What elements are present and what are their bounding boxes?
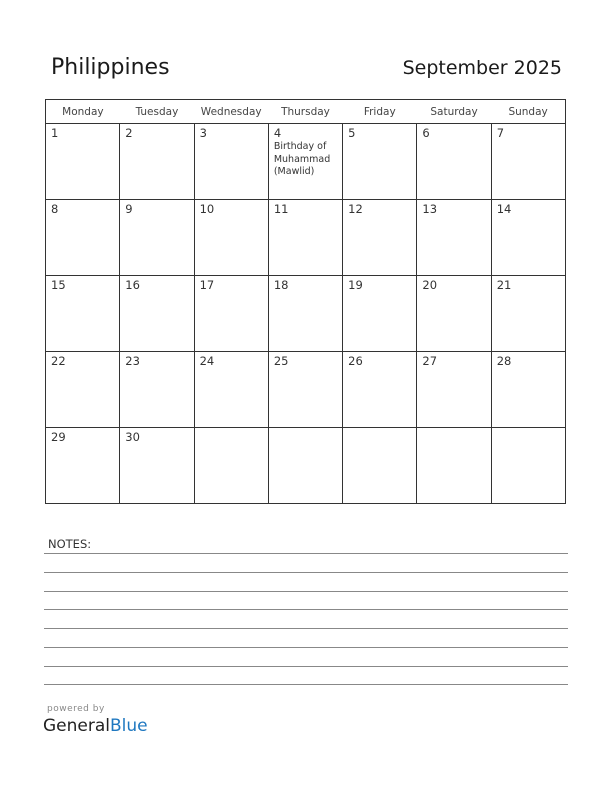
day-cell xyxy=(268,124,342,200)
day-cell xyxy=(343,200,417,276)
day-cell xyxy=(120,124,194,200)
day-number: 8 xyxy=(51,202,59,216)
day-number: 20 xyxy=(422,278,438,292)
day-cell xyxy=(46,200,120,276)
week-row xyxy=(46,124,566,200)
day-number: 22 xyxy=(51,354,66,368)
generalblue-logo[interactable] xyxy=(43,716,148,736)
day-number: 4 xyxy=(273,126,282,140)
day-cell xyxy=(120,200,194,276)
day-number: 13 xyxy=(422,202,438,216)
day-number: 19 xyxy=(348,278,363,292)
day-number: 24 xyxy=(199,354,215,368)
note-line xyxy=(44,684,568,685)
day-cell xyxy=(417,200,491,276)
note-line xyxy=(44,591,568,592)
day-cell xyxy=(343,352,417,428)
country-title: Philippines xyxy=(51,55,170,80)
day-number: 29 xyxy=(51,430,66,444)
day-number: 12 xyxy=(348,202,363,216)
day-number: 11 xyxy=(273,202,289,216)
weekday-monday: Monday xyxy=(46,100,120,124)
day-number: 7 xyxy=(496,126,505,140)
day-number: 5 xyxy=(348,126,356,140)
day-cell xyxy=(46,124,120,200)
day-number: 3 xyxy=(199,126,207,140)
day-cell xyxy=(417,352,491,428)
day-number: 16 xyxy=(125,278,140,292)
day-cell xyxy=(343,428,417,504)
day-number: 15 xyxy=(51,278,66,292)
day-cell xyxy=(194,276,268,352)
day-number: 17 xyxy=(199,278,215,292)
note-line xyxy=(44,666,568,667)
day-number: 6 xyxy=(422,126,430,140)
calendar-body xyxy=(46,124,566,504)
day-number: 14 xyxy=(496,202,512,216)
day-cell xyxy=(46,276,120,352)
day-cell xyxy=(491,352,565,428)
note-line xyxy=(44,609,568,610)
week-row xyxy=(46,276,566,352)
note-line xyxy=(44,572,568,573)
day-number: 25 xyxy=(273,354,289,368)
day-cell xyxy=(120,276,194,352)
day-number: 2 xyxy=(125,126,133,140)
day-cell xyxy=(491,276,565,352)
day-number: 23 xyxy=(125,354,140,368)
day-number: 9 xyxy=(125,202,133,216)
weekday-header-row xyxy=(46,100,566,124)
day-cell xyxy=(120,352,194,428)
day-cell xyxy=(343,124,417,200)
weekday-wednesday: Wednesday xyxy=(194,100,268,124)
day-cell xyxy=(268,352,342,428)
notes-label: NOTES: xyxy=(48,537,92,551)
day-cell xyxy=(268,276,342,352)
note-line xyxy=(44,647,568,648)
day-cell xyxy=(491,200,565,276)
day-cell xyxy=(46,352,120,428)
logo-general: General xyxy=(43,716,110,736)
logo-blue: Blue xyxy=(110,716,148,736)
weekday-sunday: Sunday xyxy=(491,100,565,124)
weekday-saturday: Saturday xyxy=(417,100,491,124)
day-cell xyxy=(417,276,491,352)
week-row xyxy=(46,200,566,276)
day-number: 21 xyxy=(496,278,512,292)
day-cell xyxy=(417,428,491,504)
day-number: 28 xyxy=(496,354,512,368)
note-line xyxy=(44,553,568,554)
day-cell xyxy=(491,124,565,200)
day-cell xyxy=(343,276,417,352)
holiday-label: Birthday of Muhammad (Mawlid) xyxy=(273,141,331,177)
day-cell xyxy=(120,428,194,504)
day-number: 10 xyxy=(199,202,215,216)
day-cell xyxy=(194,200,268,276)
day-number: 26 xyxy=(348,354,363,368)
day-cell xyxy=(194,428,268,504)
powered-by-text: powered by xyxy=(47,704,105,714)
day-cell xyxy=(194,352,268,428)
weekday-friday: Friday xyxy=(343,100,417,124)
day-number: 1 xyxy=(51,126,59,140)
weekday-thursday: Thursday xyxy=(268,100,342,124)
weekday-tuesday: Tuesday xyxy=(120,100,194,124)
calendar-grid xyxy=(45,99,566,504)
day-number: 27 xyxy=(422,354,438,368)
note-line xyxy=(44,628,568,629)
week-row xyxy=(46,428,566,504)
day-cell xyxy=(268,428,342,504)
day-number: 30 xyxy=(125,430,140,444)
week-row xyxy=(46,352,566,428)
day-cell xyxy=(268,200,342,276)
month-title: September 2025 xyxy=(402,57,562,79)
day-cell xyxy=(46,428,120,504)
day-number: 18 xyxy=(273,278,289,292)
day-cell xyxy=(491,428,565,504)
day-cell xyxy=(194,124,268,200)
day-cell xyxy=(417,124,491,200)
